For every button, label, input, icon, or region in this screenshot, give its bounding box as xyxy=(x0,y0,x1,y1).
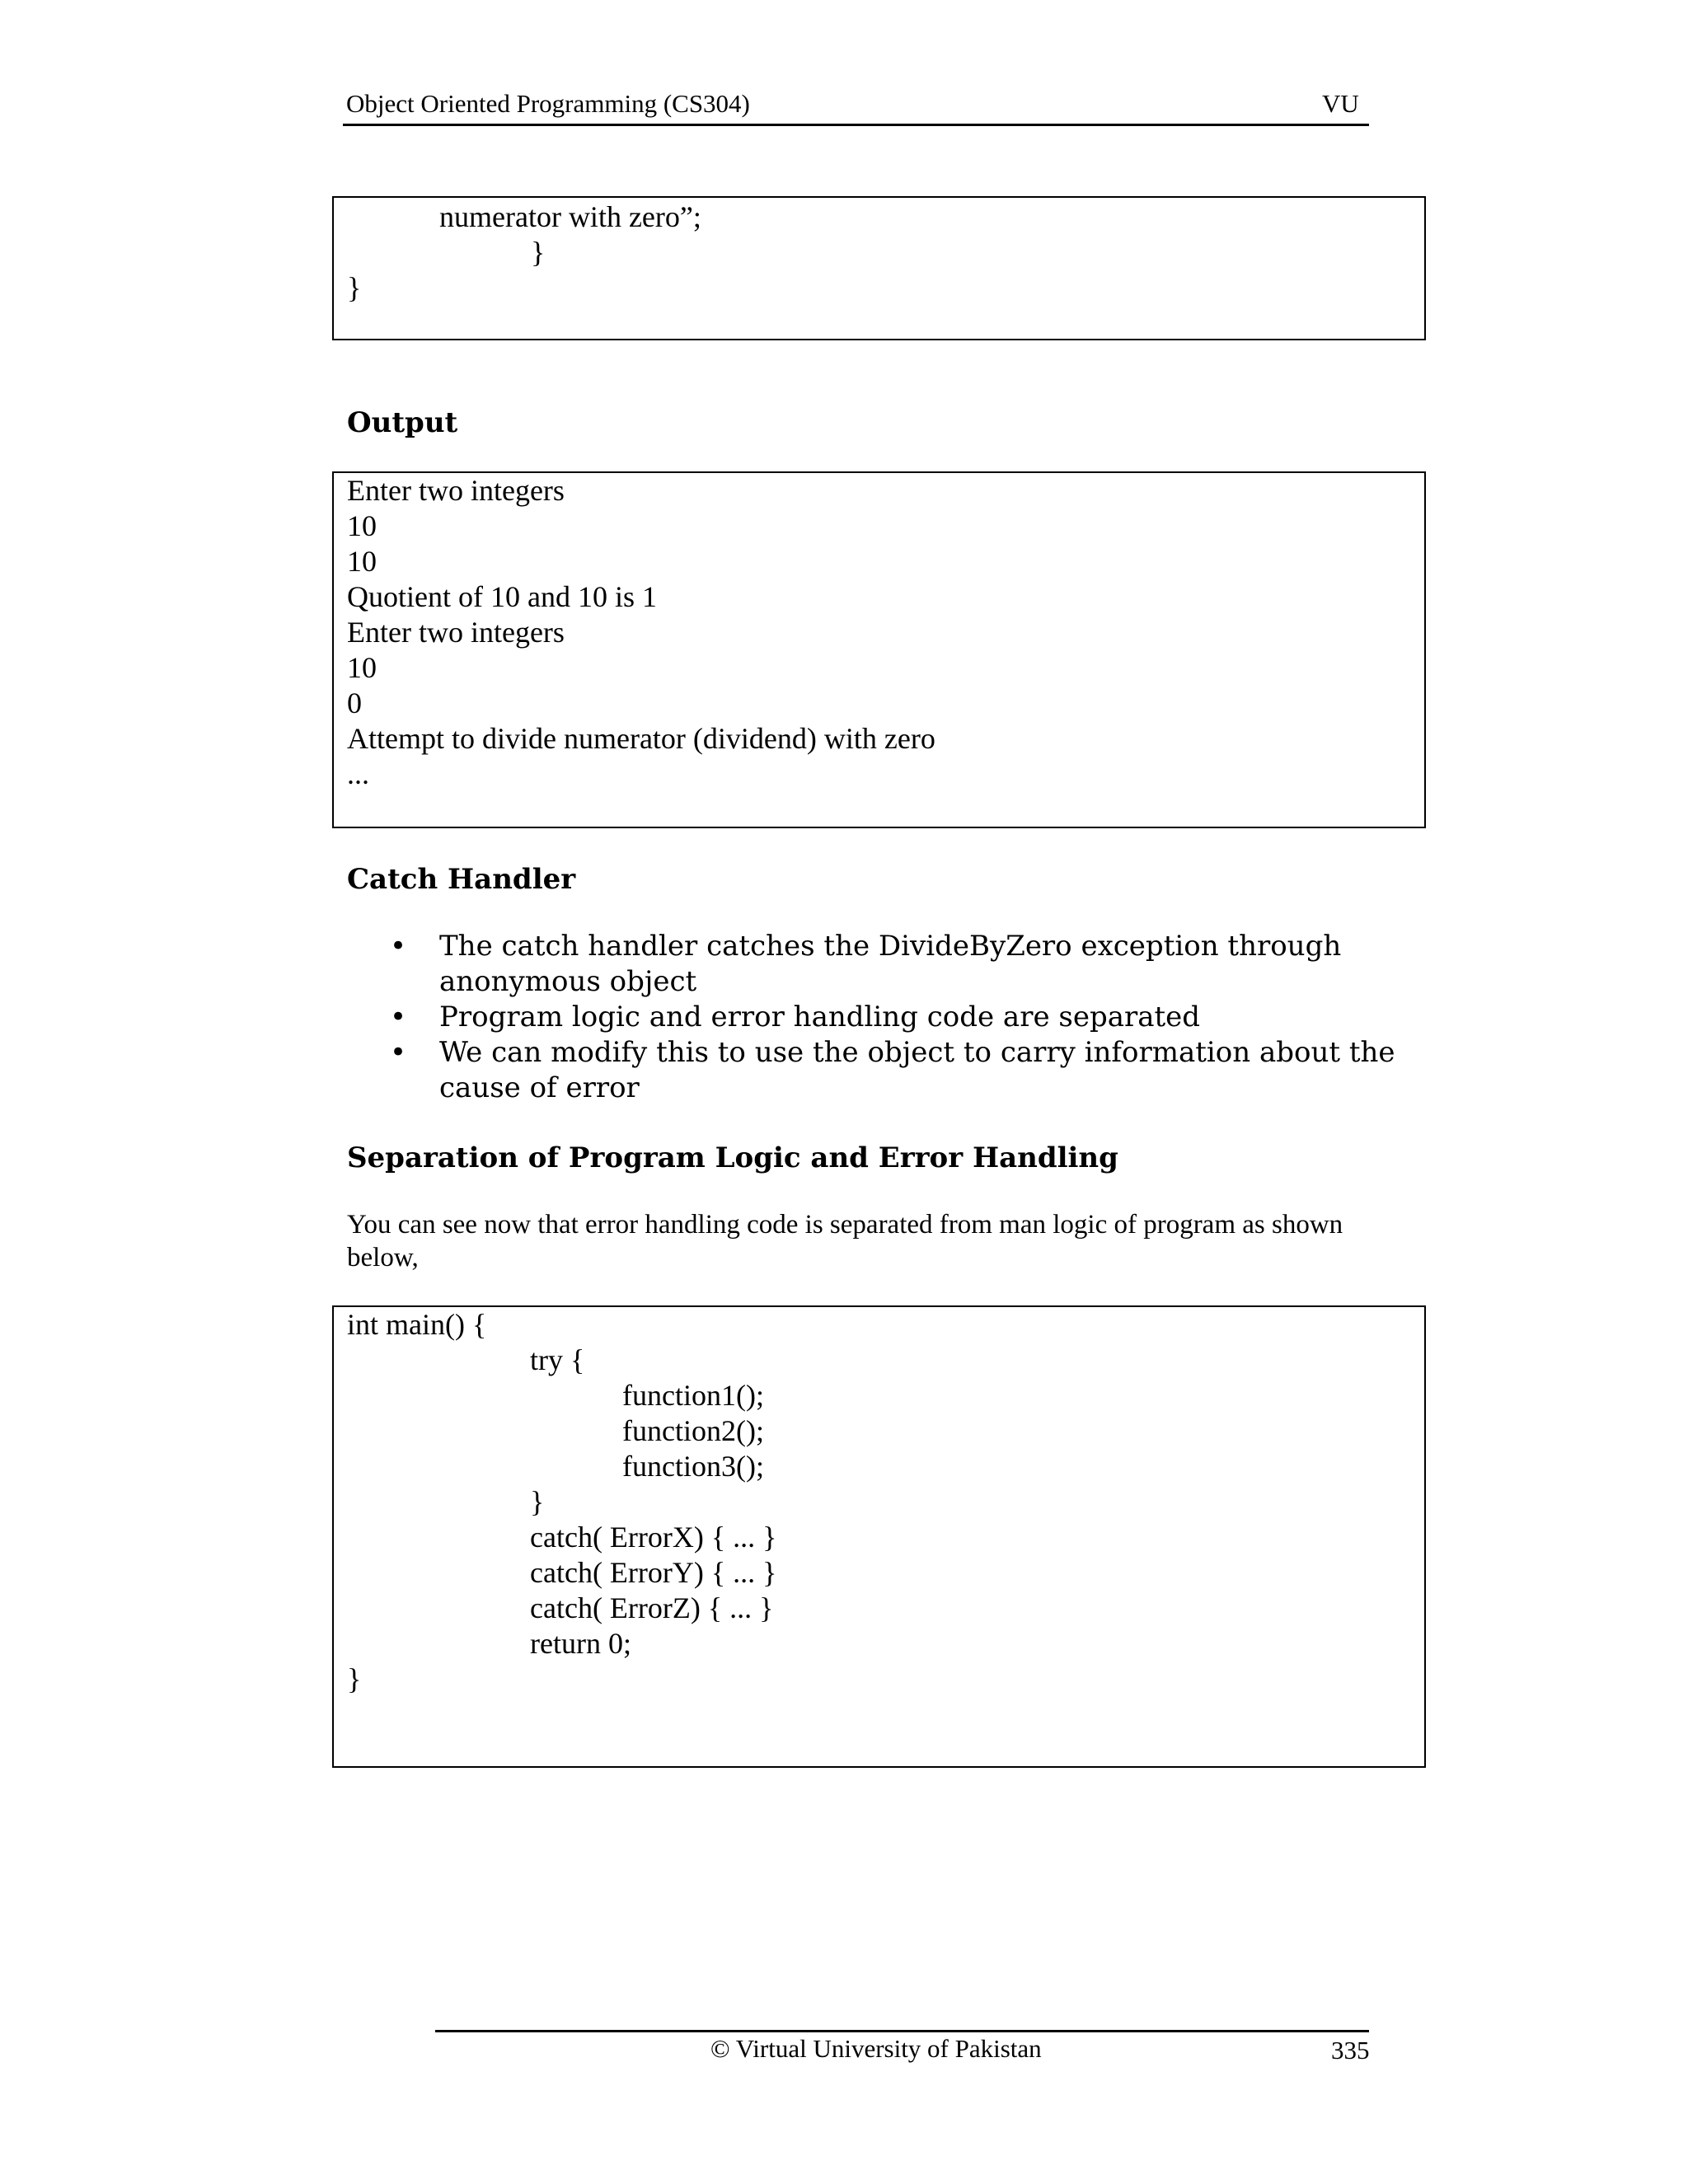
output-line: 10 xyxy=(347,545,377,578)
code-line: function2(); xyxy=(622,1414,764,1447)
output-heading: Output xyxy=(347,406,458,439)
output-line: ... xyxy=(347,757,369,790)
catch-handler-heading: Catch Handler xyxy=(347,863,576,896)
footer-copyright: © Virtual University of Pakistan xyxy=(710,2034,1042,2063)
code-line: catch( ErrorY) { ... } xyxy=(530,1556,777,1589)
output-line: 0 xyxy=(347,687,362,719)
output-line: Enter two integers xyxy=(347,474,565,507)
page-number: 335 xyxy=(1331,2036,1370,2064)
code-continuation-box xyxy=(332,196,1426,340)
code-line: } xyxy=(530,1485,545,1518)
code-line: return 0; xyxy=(530,1627,631,1660)
main-code-box xyxy=(332,1305,1426,1768)
separation-paragraph: You can see now that error handling code is separated from man logic of program as shown below, xyxy=(347,1210,1343,1272)
code-line: function1(); xyxy=(622,1379,764,1412)
list-item xyxy=(390,1035,1412,1106)
code-line: catch( ErrorZ) { ... } xyxy=(530,1591,774,1624)
header-right-label: VU xyxy=(1322,89,1359,118)
output-line: Enter two integers xyxy=(347,616,565,649)
code-line: } xyxy=(531,236,546,269)
code-line: numerator with zero”; xyxy=(439,200,701,233)
header-rule xyxy=(343,124,1369,126)
footer-rule xyxy=(435,2030,1369,2032)
output-line: 10 xyxy=(347,509,377,542)
code-line: try { xyxy=(530,1343,585,1376)
list-item xyxy=(390,929,1412,1000)
list-item xyxy=(390,1000,1412,1035)
bullet-text: Program logic and error handling code are separated xyxy=(439,1001,1201,1033)
bullet-text: We can modify this to use the object to carry information about the cause of error xyxy=(439,1036,1395,1104)
code-line: int main() { xyxy=(347,1308,487,1341)
bullet-text: The catch handler catches the DivideByZero exception through anonymous object xyxy=(439,930,1342,998)
output-box xyxy=(332,471,1426,828)
code-line: } xyxy=(347,271,362,304)
header-title: Object Oriented Programming (CS304) xyxy=(346,89,750,118)
output-line: Quotient of 10 and 10 is 1 xyxy=(347,580,657,613)
output-line: Attempt to divide numerator (dividend) with zero xyxy=(347,722,935,755)
output-line: 10 xyxy=(347,651,377,684)
bullet-icon: • xyxy=(390,1036,407,1069)
code-line: function3(); xyxy=(622,1450,764,1483)
code-line: catch( ErrorX) { ... } xyxy=(530,1521,777,1554)
bullet-icon: • xyxy=(390,930,407,963)
bullet-list xyxy=(390,929,1412,1106)
bullet-icon: • xyxy=(390,1001,407,1033)
separation-heading: Separation of Program Logic and Error Handling xyxy=(347,1141,1118,1174)
code-line: } xyxy=(347,1662,362,1695)
